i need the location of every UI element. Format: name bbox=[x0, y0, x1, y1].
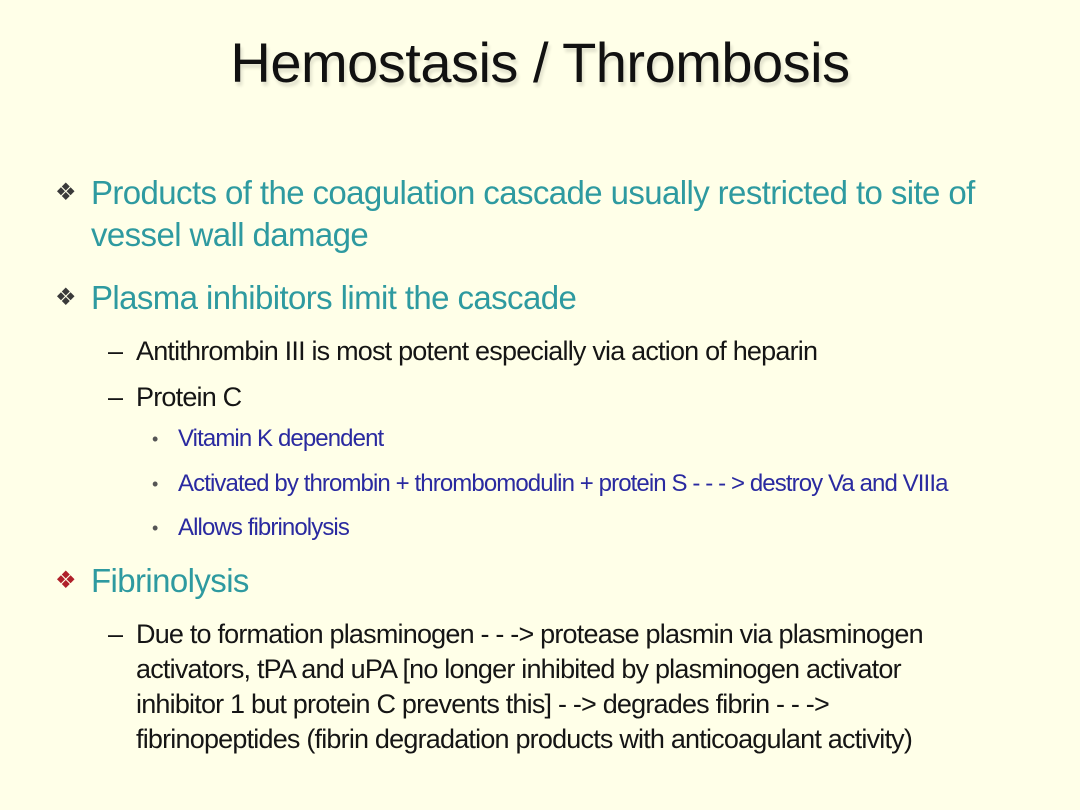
subsubitem-activated-by bbox=[152, 469, 948, 499]
subsubitem-text: Vitamin K dependent bbox=[178, 425, 384, 452]
subsubitem-vitamin-k bbox=[152, 424, 383, 454]
bullet-text-line: vessel wall damage bbox=[91, 216, 369, 253]
dash-marker: – bbox=[108, 382, 123, 412]
bullet-text-line: Products of the coagulation cascade usually restricted to site of bbox=[91, 174, 975, 211]
dot-marker: • bbox=[152, 474, 158, 494]
subsubitem-text: Allows fibrinolysis bbox=[178, 514, 349, 541]
bullet-text bbox=[91, 172, 975, 256]
subitem-text: Antithrombin III is most potent especially via action of heparin bbox=[136, 336, 818, 366]
diamond-bullet-icon: ❖ bbox=[55, 179, 76, 206]
subitem-protein-c bbox=[108, 380, 241, 415]
dot-marker: • bbox=[152, 518, 158, 538]
diamond-bullet-icon: ❖ bbox=[55, 284, 76, 311]
subsubitem-fibrinolysis bbox=[152, 513, 349, 543]
subitem-text-line: activators, tPA and uPA [no longer inhibited by plasminogen activator bbox=[136, 654, 901, 684]
bullet-fibrinolysis bbox=[55, 560, 249, 602]
bullet-text: Fibrinolysis bbox=[91, 562, 249, 599]
subitem-text-line: inhibitor 1 but protein C prevents this] - -> degrades fibrin - - -> bbox=[136, 689, 829, 719]
subitem-plasminogen bbox=[108, 617, 923, 757]
subitem-text-line: Due to formation plasminogen - - -> protease plasmin via plasminogen bbox=[136, 619, 923, 649]
bullet-text: Plasma inhibitors limit the cascade bbox=[91, 279, 577, 316]
dot-marker: • bbox=[152, 429, 158, 449]
dash-marker: – bbox=[108, 619, 123, 649]
subitem-antithrombin bbox=[108, 334, 817, 369]
subitem-text-line: fibrinopeptides (fibrin degradation products with anticoagulant activity) bbox=[136, 724, 913, 754]
subitem-text: Protein C bbox=[136, 382, 242, 412]
subitem-text bbox=[136, 617, 923, 757]
slide-title: Hemostasis / Thrombosis bbox=[230, 31, 850, 94]
diamond-bullet-icon: ❖ bbox=[55, 567, 76, 594]
subsubitem-text: Activated by thrombin + thrombomodulin + protein S - - - > destroy Va and VIIIa bbox=[178, 470, 948, 497]
bullet-plasma-inhibitors bbox=[55, 277, 576, 319]
bullet-coagulation-products bbox=[55, 172, 975, 256]
dash-marker: – bbox=[108, 336, 123, 366]
